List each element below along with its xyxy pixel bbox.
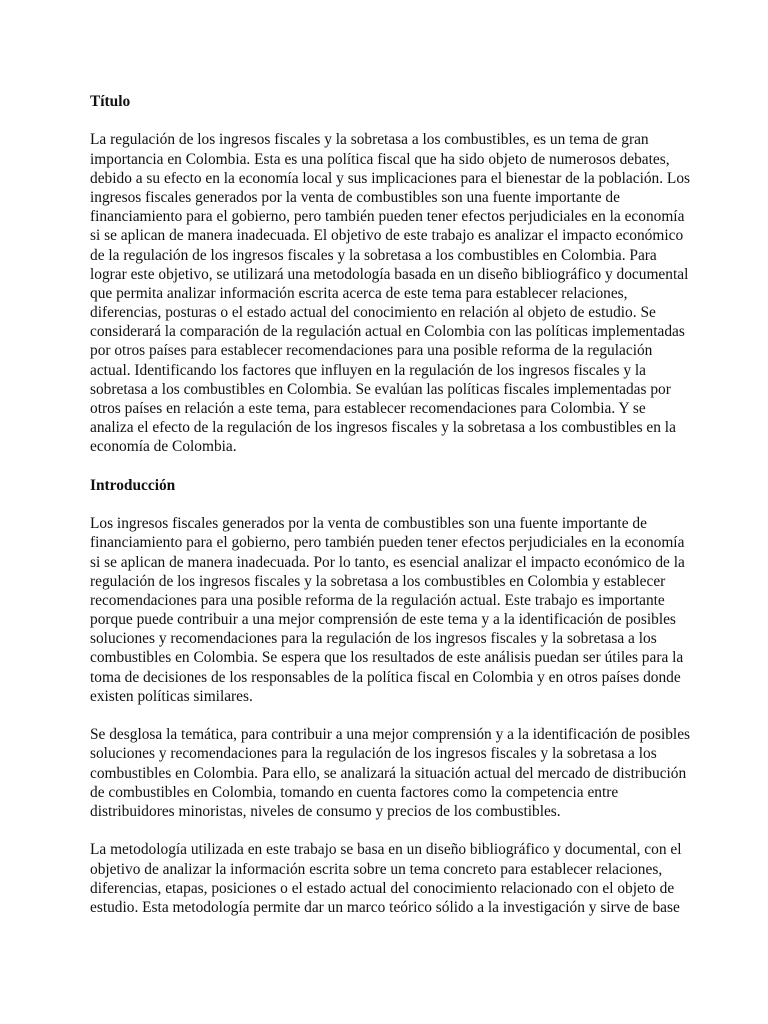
text-line: que permita analizar información escrita acerca de este tema para establecer relaciones, — [90, 284, 628, 302]
text-line: lograr este objetivo, se utilizará una metodología basada en un diseño bibliográfico y documental — [90, 265, 689, 283]
text-line: Los ingresos fiscales generados por la venta de combustibles son una fuente importante de — [90, 515, 647, 533]
text-line: si se aplican de manera inadecuada. Por lo tanto, es esencial analizar el impacto económico de la — [90, 553, 685, 571]
text-line: combustibles en Colombia. Para ello, se analizará la situación actual del mercado de distribución — [90, 764, 687, 782]
text-line: financiamiento para el gobierno, pero también pueden tener efectos perjudiciales en la economía — [90, 208, 685, 226]
text-line: soluciones y recomendaciones para la regulación de los ingresos fiscales y la sobretasa a los — [90, 630, 657, 648]
introduction-paragraph-1 — [90, 514, 685, 706]
text-line: diferencias, posturas o el estado actual del conocimiento en relación al objeto de estudio. Se — [90, 304, 656, 322]
text-line: si se aplican de manera inadecuada. El objetivo de este trabajo es analizar el impacto económico — [90, 227, 684, 245]
text-line: distribuidores minoristas, niveles de consumo y precios de los combustibles. — [90, 802, 561, 820]
text-line: La regulación de los ingresos fiscales y la sobretasa a los combustibles, es un tema de gran — [90, 131, 649, 149]
text-line: ingresos fiscales generados por la venta de combustibles son una fuente importante de — [90, 188, 620, 206]
text-line: analiza el efecto de la regulación de los ingresos fiscales y la sobretasa a los combustibles en la — [90, 419, 676, 437]
text-line: recomendaciones para una posible reforma de la regulación actual. Este trabajo es importante — [90, 591, 665, 609]
text-line: considerará la comparación de la regulación actual en Colombia con las políticas implementadas — [90, 323, 685, 341]
text-line: por otros países para establecer recomendaciones para una posible reforma de la regulación — [90, 342, 653, 360]
text-line: soluciones y recomendaciones para la regulación de los ingresos fiscales y la sobretasa a los — [90, 745, 657, 763]
text-line: regulación de los ingresos fiscales y la sobretasa a los combustibles en Colombia y establecer — [90, 572, 666, 590]
text-line: sobretasa a los combustibles en Colombia. Se evalúan las políticas fiscales implementadas por — [90, 380, 671, 398]
text-line: estudio. Esta metodología permite dar un marco teórico sólido a la investigación y sirve de base — [90, 898, 680, 916]
introduction-paragraph-2 — [90, 725, 691, 821]
title-heading: Título — [90, 93, 131, 110]
text-line: porque puede contribuir a una mejor comprensión de este tema y a la identificación de posibles — [90, 611, 676, 629]
text-line: de la regulación de los ingresos fiscales y la sobretasa a los combustibles en Colombia. Para — [90, 246, 657, 264]
text-line: objetivo de analizar la información escrita sobre un tema concreto para establecer relaciones, — [90, 860, 663, 878]
text-line: otros países en relación a este tema, para establecer recomendaciones para Colombia. Y se — [90, 400, 646, 417]
text-line: diferencias, etapas, posiciones o el estado actual del conocimiento relacionado con el objeto de — [90, 879, 675, 897]
text-line: combustibles en Colombia. Se espera que los resultados de este análisis puedan ser útiles para la — [90, 649, 684, 667]
text-line: importancia en Colombia. Esta es una política fiscal que ha sido objeto de numerosos debates, — [90, 150, 670, 168]
text-line: La metodología utilizada en este trabajo se basa en un diseño bibliográfico y documental, con el — [90, 841, 682, 859]
introduction-heading: Introducción — [90, 476, 176, 494]
text-line: existen políticas similares. — [90, 687, 253, 705]
document-body — [90, 92, 691, 936]
text-line: Se desglosa la temática, para contribuir a una mejor comprensión y a la identificación de posibles — [90, 726, 691, 744]
introduction-paragraph-3 — [90, 840, 682, 917]
text-line: toma de decisiones de los responsables de la política fiscal en Colombia y en otros países donde — [90, 668, 681, 686]
text-line: debido a su efecto en la economía local y sus implicaciones para el bienestar de la población. Los — [90, 169, 691, 187]
text-line: financiamiento para el gobierno, pero también pueden tener efectos perjudiciales en la economía — [90, 534, 685, 552]
text-line: economía de Colombia. — [90, 438, 237, 456]
text-line: de combustibles en Colombia, tomando en cuenta factores como la competencia entre — [90, 783, 619, 801]
title-paragraph — [90, 130, 691, 456]
text-line: actual. Identificando los factores que influyen en la regulación de los ingresos fiscales y la — [90, 361, 647, 379]
